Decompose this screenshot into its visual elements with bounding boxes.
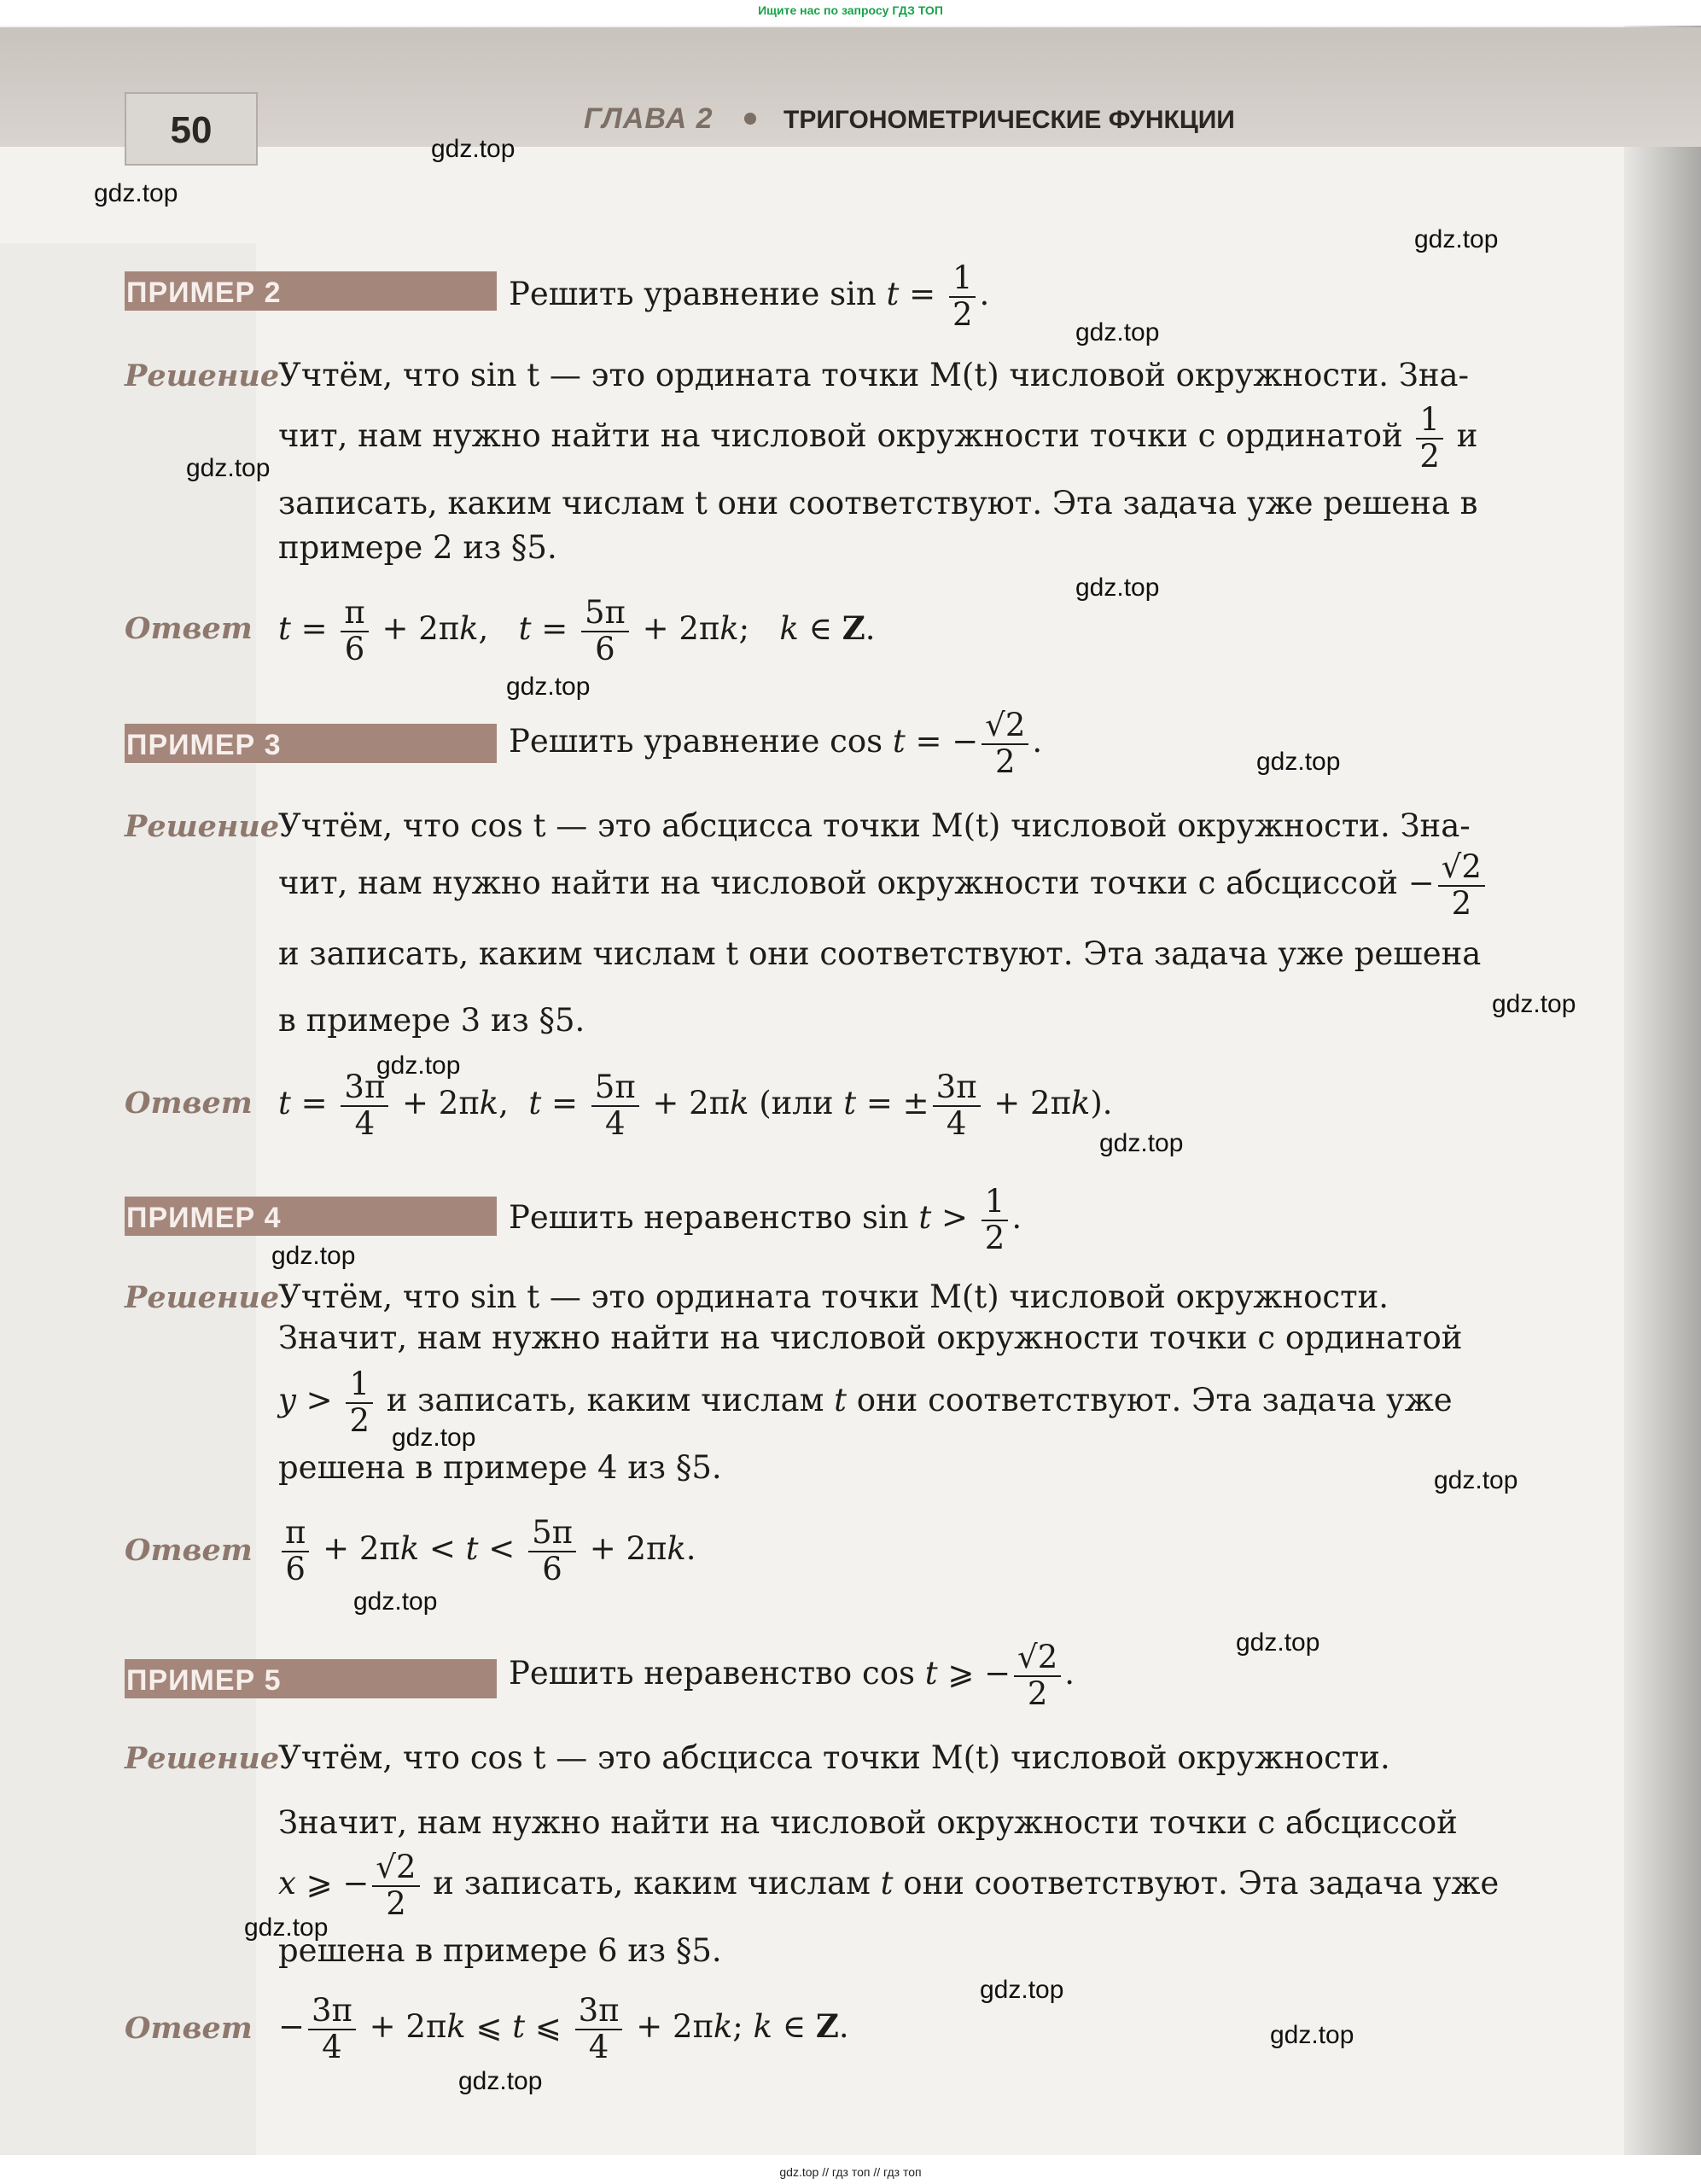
bullet-icon <box>744 113 756 125</box>
example-2-line-1: Учтём, что sin t — это ордината точки M(t) числовой окружности. Зна- <box>278 357 1470 393</box>
example-4-line-4: решена в примере 4 из §5. <box>278 1449 722 1486</box>
example-5-answer: − $\frac{3\pi}{4}$ + 2πk ⩽ t ⩽ $\frac{3\pi}{4}$ + 2πk; k ∈ Z. <box>278 1992 849 2065</box>
answer-label: Ответ <box>125 2011 253 2046</box>
example-4-line-2: Значит, нам нужно найти на числовой окружности точки с ординатой <box>278 1319 1463 1356</box>
top-watermark: Ищите нас по запросу ГДЗ ТОП <box>758 3 943 17</box>
answer-label: Ответ <box>125 611 253 646</box>
example-2-line-4: примере 2 из §5. <box>278 529 557 566</box>
site-watermark: gdz.top <box>1492 990 1576 1018</box>
site-watermark: gdz.top <box>431 135 516 163</box>
site-watermark: gdz.top <box>1099 1129 1184 1157</box>
example-3-line-4: в примере 3 из §5. <box>278 1002 585 1039</box>
chapter-title: ТРИГОНОМЕТРИЧЕСКИЕ ФУНКЦИИ <box>784 106 1235 134</box>
chapter-label: ГЛАВА 2 <box>584 102 714 135</box>
example-2-line-2: чит, нам нужно найти на числовой окружности точки с ординатой $\frac{1}{2}$ и <box>278 401 1478 475</box>
example-5-task: Решить неравенство cos t ⩾ − $\frac{√2}{2}$ . <box>509 1639 1075 1712</box>
site-watermark: gdz.top <box>1434 1466 1518 1494</box>
site-watermark: gdz.top <box>1236 1628 1320 1657</box>
example-5-line-1: Учтём, что cos t — это абсцисса точки M(t) числовой окружности. <box>278 1739 1390 1776</box>
example-5-line-3: x ⩾ − $\frac{√2}{2}$ и записать, каким числам t они соответствуют. Эта задача уже <box>278 1849 1500 1922</box>
site-watermark: gdz.top <box>506 673 591 701</box>
site-watermark: gdz.top <box>353 1587 438 1616</box>
site-watermark: gdz.top <box>458 2067 543 2095</box>
example-2-label-box <box>125 271 497 311</box>
bottom-watermark: gdz.top // гдз топ // гдз топ <box>779 2165 922 2179</box>
example-label: ПРИМЕР 3 <box>126 729 282 761</box>
site-watermark: gdz.top <box>1270 2021 1354 2049</box>
page-edge-shadow <box>1624 26 1701 2155</box>
example-3-answer: t = $\frac{3\pi}{4}$ + 2πk, t = $\frac{5\pi}{4}$ + 2πk (или t = ± $\frac{3\pi}{4}$ + 2πk). <box>278 1069 1113 1142</box>
site-watermark: gdz.top <box>1075 574 1160 602</box>
example-2-line-3: записать, каким числам t они соответствуют. Эта задача уже решена в <box>278 485 1478 521</box>
example-2-task: Решить уравнение sin t = $\frac{1}{2}$ . <box>509 259 990 333</box>
site-watermark: gdz.top <box>244 1913 329 1942</box>
example-3-label-box <box>125 724 497 763</box>
site-watermark: gdz.top <box>392 1424 476 1452</box>
example-label: ПРИМЕР 4 <box>126 1202 282 1234</box>
example-3-task: Решить уравнение cos t = − $\frac{√2}{2}$ . <box>509 707 1043 780</box>
example-4-answer: $\frac{\pi}{6}$ + 2πk < t < $\frac{5\pi}{6}$ + 2πk. <box>278 1516 696 1587</box>
example-3-line-2: чит, нам нужно найти на числовой окружности точки с абсциссой − $\frac{√2}{2}$ <box>278 850 1488 921</box>
answer-label: Ответ <box>125 1086 253 1121</box>
site-watermark: gdz.top <box>1414 225 1499 253</box>
site-watermark: gdz.top <box>1075 318 1160 347</box>
solution-label: Решение <box>125 1741 280 1776</box>
site-watermark: gdz.top <box>980 1976 1064 2004</box>
site-watermark: gdz.top <box>376 1051 461 1080</box>
example-4-task: Решить неравенство sin t > $\frac{1}{2}$ . <box>509 1183 1022 1256</box>
solution-label: Решение <box>125 1280 280 1315</box>
solution-label: Решение <box>125 358 280 393</box>
site-watermark: gdz.top <box>271 1242 356 1270</box>
example-5-line-4: решена в примере 6 из §5. <box>278 1932 722 1969</box>
example-label: ПРИМЕР 5 <box>126 1664 282 1697</box>
example-2-answer: t = $\frac{\pi}{6}$ + 2πk, t = $\frac{5\pi}{6}$ + 2πk; k ∈ Z. <box>278 594 876 667</box>
site-watermark: gdz.top <box>1256 748 1341 776</box>
example-5-label-box <box>125 1659 497 1698</box>
example-3-line-1: Учтём, что cos t — это абсцисса точки M(t) числовой окружности. Зна- <box>278 807 1471 844</box>
example-5-line-2: Значит, нам нужно найти на числовой окружности точки с абсциссой <box>278 1804 1458 1841</box>
page-number: 50 <box>170 109 213 151</box>
example-4-label-box <box>125 1197 497 1236</box>
example-3-line-3: и записать, каким числам t они соответствуют. Эта задача уже решена <box>278 935 1482 972</box>
example-label: ПРИМЕР 2 <box>126 277 282 309</box>
example-4-line-1: Учтём, что sin t — это ордината точки M(t) числовой окружности. <box>278 1278 1389 1315</box>
solution-label: Решение <box>125 809 280 844</box>
site-watermark: gdz.top <box>186 454 271 482</box>
answer-label: Ответ <box>125 1533 253 1568</box>
page-number-box <box>125 92 258 166</box>
example-4-line-3: y > $\frac{1}{2}$ и записать, каким числам t они соответствуют. Эта задача уже <box>278 1366 1453 1439</box>
site-watermark: gdz.top <box>94 179 178 207</box>
